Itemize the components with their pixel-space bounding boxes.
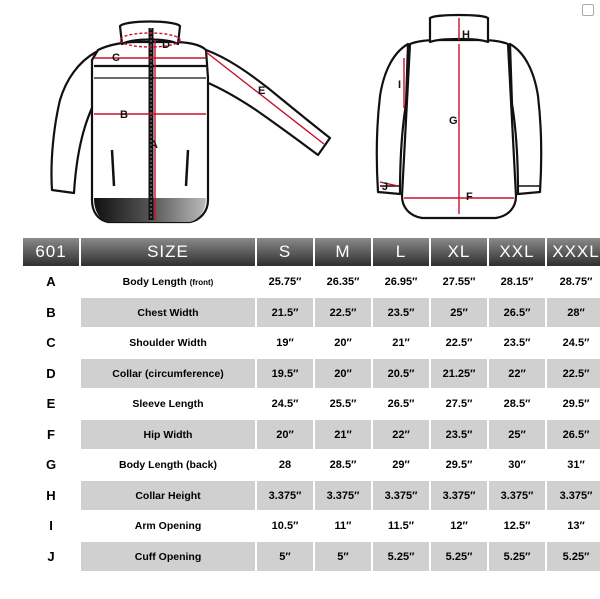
size-value-cell: 5.25″ bbox=[373, 540, 431, 571]
size-value-cell: 22.5″ bbox=[431, 327, 489, 357]
row-letter: C bbox=[23, 327, 81, 357]
label-H: H bbox=[462, 29, 470, 41]
measurement-name: Collar (circumference) bbox=[112, 367, 224, 380]
size-value-cell: 5″ bbox=[257, 540, 315, 571]
size-value-cell: 27.55″ bbox=[431, 266, 489, 296]
size-value-cell: 22.5″ bbox=[547, 357, 600, 388]
size-value-cell: 29.5″ bbox=[431, 449, 489, 479]
measurement-label bbox=[81, 449, 257, 479]
measurement-label bbox=[81, 510, 257, 540]
size-value-cell: 26.95″ bbox=[373, 266, 431, 296]
label-B: B bbox=[120, 109, 128, 121]
size-value-cell: 10.5″ bbox=[257, 510, 315, 540]
size-value-cell: 3.375″ bbox=[373, 479, 431, 510]
size-value-cell: 5.25″ bbox=[431, 540, 489, 571]
size-value-cell: 26.35″ bbox=[315, 266, 373, 296]
size-value-cell: 3.375″ bbox=[489, 479, 547, 510]
measurement-label bbox=[81, 266, 257, 296]
measurement-label bbox=[81, 357, 257, 388]
measurement-label bbox=[81, 540, 257, 571]
measurement-name: Cuff Opening bbox=[134, 550, 202, 563]
header-XXL: XXL bbox=[489, 238, 547, 266]
table-row bbox=[23, 388, 600, 418]
size-value-cell: 29.5″ bbox=[547, 388, 600, 418]
row-letter: G bbox=[23, 449, 81, 479]
row-letter: J bbox=[23, 540, 81, 571]
size-value-cell: 21.5″ bbox=[257, 296, 315, 327]
label-J: J bbox=[382, 181, 389, 193]
size-value-cell: 3.375″ bbox=[431, 479, 489, 510]
table-row bbox=[23, 357, 600, 388]
size-value-cell: 23.5″ bbox=[489, 327, 547, 357]
size-value-cell: 29″ bbox=[373, 449, 431, 479]
label-D: D bbox=[162, 39, 170, 51]
measurement-name: Body Length bbox=[122, 275, 187, 288]
measurement-label bbox=[81, 327, 257, 357]
header-XL: XL bbox=[431, 238, 489, 266]
size-value-cell: 24.5″ bbox=[547, 327, 600, 357]
label-A: A bbox=[150, 139, 158, 151]
table-row bbox=[23, 296, 600, 327]
size-value-cell: 26.5″ bbox=[373, 388, 431, 418]
table-row bbox=[23, 266, 600, 296]
row-letter: F bbox=[23, 418, 81, 449]
size-value-cell: 20″ bbox=[315, 327, 373, 357]
size-value-cell: 25.75″ bbox=[257, 266, 315, 296]
size-value-cell: 3.375″ bbox=[547, 479, 600, 510]
table-row bbox=[23, 479, 600, 510]
size-value-cell: 28.15″ bbox=[489, 266, 547, 296]
size-value-cell: 19.5″ bbox=[257, 357, 315, 388]
size-value-cell: 25.5″ bbox=[315, 388, 373, 418]
table-row bbox=[23, 510, 600, 540]
row-letter: B bbox=[23, 296, 81, 327]
header-M: M bbox=[315, 238, 373, 266]
measurement-label bbox=[81, 388, 257, 418]
size-value-cell: 5″ bbox=[315, 540, 373, 571]
header-size: SIZE bbox=[81, 238, 257, 266]
size-value-cell: 21″ bbox=[315, 418, 373, 449]
label-C: C bbox=[112, 52, 120, 64]
size-value-cell: 3.375″ bbox=[257, 479, 315, 510]
size-value-cell: 11″ bbox=[315, 510, 373, 540]
label-G: G bbox=[449, 115, 458, 127]
measurement-name: Body Length (back) bbox=[118, 458, 217, 471]
table-row bbox=[23, 327, 600, 357]
size-value-cell: 22″ bbox=[373, 418, 431, 449]
table-row bbox=[23, 540, 600, 571]
measurement-label bbox=[81, 418, 257, 449]
size-value-cell: 31″ bbox=[547, 449, 600, 479]
size-value-cell: 30″ bbox=[489, 449, 547, 479]
measurement-note: (front) bbox=[189, 277, 214, 287]
size-value-cell: 26.5″ bbox=[489, 296, 547, 327]
size-value-cell: 24.5″ bbox=[257, 388, 315, 418]
row-letter: H bbox=[23, 479, 81, 510]
size-value-cell: 3.375″ bbox=[315, 479, 373, 510]
row-letter: D bbox=[23, 357, 81, 388]
size-value-cell: 11.5″ bbox=[373, 510, 431, 540]
size-value-cell: 25″ bbox=[489, 418, 547, 449]
row-letter: I bbox=[23, 510, 81, 540]
size-value-cell: 25″ bbox=[431, 296, 489, 327]
size-value-cell: 19″ bbox=[257, 327, 315, 357]
size-value-cell: 5.25″ bbox=[489, 540, 547, 571]
size-value-cell: 28″ bbox=[547, 296, 600, 327]
size-value-cell: 28.75″ bbox=[547, 266, 600, 296]
row-letter: A bbox=[23, 266, 81, 296]
measurement-name: Arm Opening bbox=[134, 519, 202, 532]
label-I: I bbox=[398, 79, 402, 91]
label-E: E bbox=[258, 85, 266, 97]
size-chart-table bbox=[23, 238, 600, 571]
measurement-label bbox=[81, 296, 257, 327]
size-value-cell: 23.5″ bbox=[373, 296, 431, 327]
size-value-cell: 28 bbox=[257, 449, 315, 479]
table-row bbox=[23, 449, 600, 479]
table-row bbox=[23, 418, 600, 449]
size-value-cell: 28.5″ bbox=[315, 449, 373, 479]
measurement-name: Sleeve Length bbox=[132, 397, 204, 410]
size-value-cell: 12″ bbox=[431, 510, 489, 540]
front-jacket bbox=[51, 22, 330, 223]
measurement-name: Shoulder Width bbox=[129, 336, 207, 349]
jacket-diagram bbox=[0, 0, 600, 230]
size-value-cell: 21.25″ bbox=[431, 357, 489, 388]
size-value-cell: 22.5″ bbox=[315, 296, 373, 327]
size-value-cell: 13″ bbox=[547, 510, 600, 540]
header-L: L bbox=[373, 238, 431, 266]
measurement-name: Chest Width bbox=[137, 306, 199, 319]
size-value-cell: 22″ bbox=[489, 357, 547, 388]
size-value-cell: 21″ bbox=[373, 327, 431, 357]
size-value-cell: 20.5″ bbox=[373, 357, 431, 388]
size-value-cell: 20″ bbox=[257, 418, 315, 449]
measurement-label bbox=[81, 479, 257, 510]
size-value-cell: 20″ bbox=[315, 357, 373, 388]
size-value-cell: 27.5″ bbox=[431, 388, 489, 418]
size-value-cell: 12.5″ bbox=[489, 510, 547, 540]
row-letter: E bbox=[23, 388, 81, 418]
header-style-number: 601 bbox=[23, 238, 81, 266]
header-XXXL: XXXL bbox=[547, 238, 600, 266]
table-header-row bbox=[23, 238, 600, 266]
header-S: S bbox=[257, 238, 315, 266]
measurement-name: Collar Height bbox=[135, 489, 201, 502]
size-value-cell: 28.5″ bbox=[489, 388, 547, 418]
label-F: F bbox=[466, 191, 473, 203]
size-value-cell: 5.25″ bbox=[547, 540, 600, 571]
size-value-cell: 23.5″ bbox=[431, 418, 489, 449]
size-value-cell: 26.5″ bbox=[547, 418, 600, 449]
measurement-name: Hip Width bbox=[143, 428, 193, 441]
